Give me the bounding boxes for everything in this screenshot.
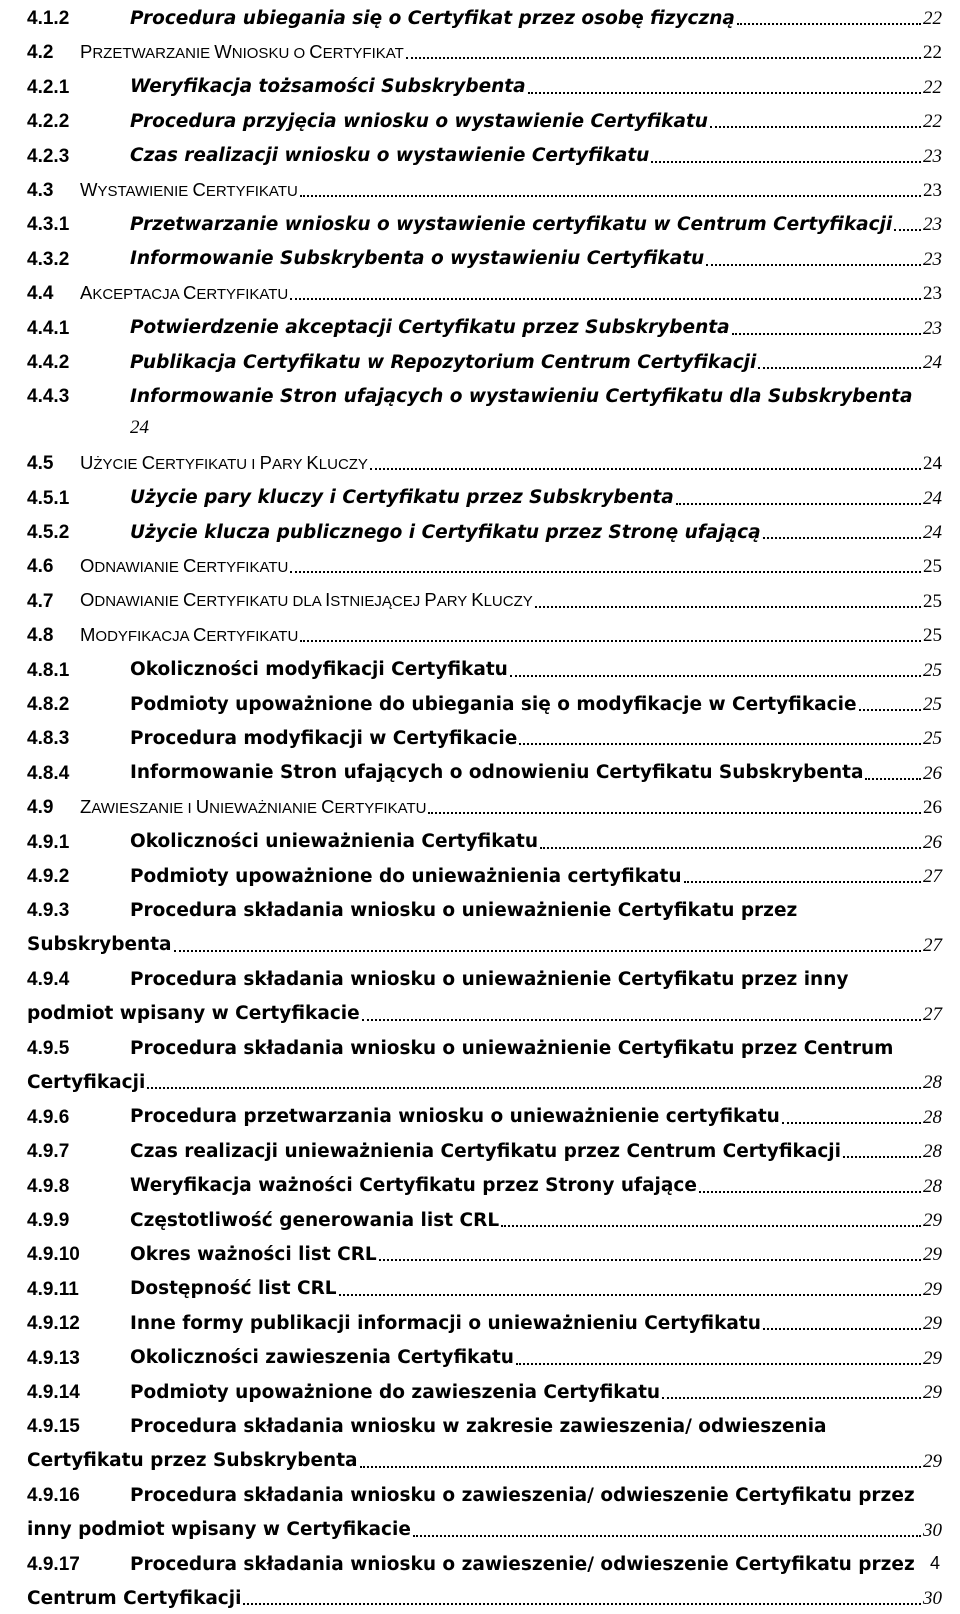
toc-entry-number: 4.4.3 [27,386,70,408]
toc-entry-title: ZAWIESZANIE I UNIEWAŻNIANIE CERTYFIKATU [80,795,427,817]
toc-entry-page: 23 [923,214,942,236]
toc-entry-page: 22 [923,76,942,98]
toc-entry-number: 4.9.9 [27,1210,70,1231]
toc-entry-number: 4.9.10 [27,1244,80,1266]
toc-entry-title: PRZETWARZANIE WNIOSKU O CERTYFIKAT [80,40,404,62]
toc-entry-number: 4.9.15 [27,1416,80,1438]
toc-entry-number: 4.9.4 [27,969,70,991]
toc-entry-title: Użycie klucza publicznego i Certyfikatu przez Stronę ufającą [130,521,761,543]
leader-dots [243,1603,921,1605]
toc-entry-number: 4.8 [27,625,54,647]
toc-entry-title: Okoliczności modyfikacji Certyfikatu [130,659,508,681]
leader-dots [406,57,921,59]
toc-entry-title: AKCEPTACJA CERTYFIKATU [80,281,289,303]
leader-dots [662,1397,921,1399]
toc-entry-title: Dostępność list CRL [130,1278,337,1300]
toc-entry-number: 4.9.11 [27,1278,79,1300]
toc-entry-title: Użycie pary kluczy i Certyfikatu przez Subskrybenta [130,487,674,509]
toc-entry-page: 27 [923,1003,942,1025]
toc-entry-title: Procedura składania wniosku w zakresie zawieszenia/ odwieszenia [130,1415,827,1437]
toc-entry-number: 4.8.4 [27,762,70,784]
leader-dots [732,333,921,335]
leader-dots [147,1087,921,1089]
toc-entry-number: 4.2.1 [27,76,70,98]
leader-dots [859,709,922,711]
toc-entry-title: Weryfikacja tożsamości Subskrybenta [130,76,526,98]
toc-entry-title: Weryfikacja ważności Certyfikatu przez Strony ufające [130,1175,697,1197]
toc-entry-page: 22 [923,111,942,133]
toc-entry-number: 4.8.2 [27,694,70,715]
leader-dots [706,264,921,266]
toc-entry-title-continued: Certyfikatu przez Subskrybenta [27,1450,358,1472]
toc-entry-page: 23 [923,248,942,270]
leader-dots [710,126,921,128]
toc-entry-page: 24 [923,352,942,373]
toc-entry-page: 30 [923,1519,942,1541]
toc-entry-number: 4.2.3 [27,145,70,167]
toc-entry-number: 4.9.8 [27,1175,70,1197]
toc-entry-title: Procedura przetwarzania wniosku o unieważnienie certyfikatu [130,1106,780,1128]
toc-entry-page: 29 [923,1210,942,1231]
toc-entry-title: Podmioty upoważnione do unieważnienia certyfikatu [130,865,682,887]
toc-entry-number: 4.9 [27,797,54,819]
toc-entry-title-continued: Subskrybenta [27,934,172,956]
toc-entry-page: 25 [923,556,942,578]
toc-entry-number: 4.1.2 [27,8,70,29]
toc-entry-title: Procedura przyjęcia wniosku o wystawienie Certyfikatu [130,110,708,132]
leader-dots [528,92,921,94]
toc-entry-number: 4.8.1 [27,659,70,681]
toc-entry-title: Czas realizacji wniosku o wystawienie Certyfikatu [130,145,650,167]
toc-entry-title: Procedura składania wniosku o unieważnienie Certyfikatu przez inny [130,968,849,990]
toc-entry-number: 4.4 [27,283,54,305]
toc-entry-page: 26 [923,762,942,784]
toc-entry-page: 23 [923,180,942,201]
leader-dots [699,1191,921,1193]
toc-entry-title: Procedura modyfikacji w Certyfikacie [130,727,518,749]
toc-entry-title: Częstotliwość generowania list CRL [130,1209,500,1231]
toc-entry-number: 4.9.5 [27,1038,70,1059]
leader-dots [865,778,921,780]
toc-entry-title: Informowanie Stron ufających o odnowieniu Certyfikatu Subskrybenta [130,762,864,784]
toc-entry-page: 29 [923,1450,942,1472]
toc-entry-title: MODYFIKACJA CERTYFIKATU [80,623,299,645]
leader-dots [540,847,921,849]
toc-entry-title-continued: podmiot wpisany w Certyfikacie [27,1003,360,1025]
toc-entry-page: 29 [923,1313,942,1335]
toc-entry-title: Publikacja Certyfikatu w Repozytorium Centrum Certyfikacji [130,351,757,373]
toc-entry-page: 26 [923,797,942,819]
toc-entry-page: 25 [923,728,942,750]
toc-entry-number: 4.9.2 [27,866,70,887]
toc-entry-title: Inne formy publikacji informacji o unieważnieniu Certyfikatu [130,1312,761,1334]
toc-entry-number: 4.9.17 [27,1554,80,1575]
leader-dots [737,23,921,25]
toc-entry-number: 4.3.2 [27,248,70,270]
leader-dots [360,1466,921,1468]
leader-dots [510,675,921,677]
leader-dots [300,640,921,642]
toc-entry-title: Procedura składania wniosku o unieważnienie Certyfikatu przez Centrum [130,1037,894,1059]
leader-dots [370,468,921,470]
toc-entry-page: 29 [923,1278,942,1300]
toc-entry-title: Okoliczności zawieszenia Certyfikatu [130,1347,514,1369]
toc-entry-title: Czas realizacji unieważnienia Certyfikatu przez Centrum Certyfikacji [130,1140,841,1162]
leader-dots [413,1535,921,1537]
toc-entry-number: 4.2 [27,42,54,64]
toc-entry-page: 28 [923,1106,942,1128]
leader-dots [651,161,921,163]
toc-entry-number: 4.9.7 [27,1141,70,1163]
toc-entry-page: 25 [923,625,942,647]
toc-entry-title: Informowanie Stron ufających o wystawieniu Certyfikatu dla Subskrybenta [130,385,913,407]
toc-entry-title: Procedura ubiegania się o Certyfikat przez osobę fizyczną [130,7,735,29]
toc-entry-page: 25 [923,590,942,612]
toc-entry-page: 23 [923,283,942,305]
toc-entry-page: 29 [923,1244,942,1266]
leader-dots [758,367,921,369]
toc-entry-number: 4.5 [27,453,54,475]
toc-entry-title: ODNAWIANIE CERTYFIKATU [80,554,289,576]
toc-entry-title: Podmioty upoważnione do zawieszenia Certyfikatu [130,1381,661,1403]
leader-dots [676,503,921,505]
leader-dots [428,812,921,814]
leader-dots [763,537,921,539]
leader-dots [894,229,921,231]
toc-entry-number: 4.6 [27,556,54,578]
toc-entry-title: Procedura składania wniosku o zawieszenie/ odwieszenie Certyfikatu przez [130,1553,915,1575]
page-number: 4 [929,1553,940,1573]
toc-entry-number: 4.9.12 [27,1313,80,1335]
leader-dots [339,1294,921,1296]
toc-entry-title: Procedura składania wniosku o unieważnienie Certyfikatu przez [130,899,798,921]
toc-entry-page: 27 [923,866,942,887]
toc-entry-page: 28 [923,1175,942,1197]
toc-entry-page: 24 [923,487,942,509]
toc-entry-page: 28 [923,1141,942,1163]
toc-entry-number: 4.8.3 [27,728,70,750]
leader-dots [535,606,921,608]
toc-entry-page: 24 [130,416,149,438]
toc-entry-number: 4.9.16 [27,1485,80,1507]
toc-entry-page: 29 [923,1347,942,1369]
leader-dots [763,1328,921,1330]
toc-entry-page: 24 [923,522,942,543]
toc-entry-page: 25 [923,659,942,681]
toc-entry-title: Okoliczności unieważnienia Certyfikatu [130,831,539,853]
toc-entry-number: 4.9.6 [27,1106,70,1128]
toc-entry-page: 23 [923,317,942,339]
toc-entry-title: Przetwarzanie wniosku o wystawienie certyfikatu w Centrum Certyfikacji [130,213,893,235]
leader-dots [300,195,921,197]
leader-dots [501,1225,921,1227]
leader-dots [519,743,921,745]
toc-entry-number: 4.4.1 [27,317,70,339]
toc-entry-page: 24 [923,453,942,475]
toc-entry-page: 29 [923,1382,942,1403]
toc-entry-title: ODNAWIANIE CERTYFIKATU DLA ISTNIEJĄCEJ PARY KLUCZY [80,589,533,611]
toc-entry-page: 30 [923,1588,942,1610]
toc-entry-page: 22 [923,8,942,29]
toc-entry-title: Podmioty upoważnione do ubiegania się o modyfikacje w Certyfikacie [130,693,857,715]
leader-dots [362,1019,921,1021]
toc-entry-number: 4.5.2 [27,522,70,543]
leader-dots [782,1122,921,1124]
toc-entry-title: Potwierdzenie akceptacji Certyfikatu przez Subskrybenta [130,317,730,339]
toc-entry-title: Okres ważności list CRL [130,1243,377,1265]
leader-dots [684,881,921,883]
toc-entry-number: 4.2.2 [27,111,70,133]
toc-entry-title-continued: inny podmiot wpisany w Certyfikacie [27,1519,411,1541]
toc-entry-title-continued: Centrum Certyfikacji [27,1587,242,1609]
toc-entry-number: 4.9.3 [27,900,70,922]
leader-dots [174,950,921,952]
leader-dots [290,298,921,300]
toc-entry-title: Procedura składania wniosku o zawieszenia/ odwieszenie Certyfikatu przez [130,1484,915,1506]
toc-entry-title: UŻYCIE CERTYFIKATU I PARY KLUCZY [80,451,368,473]
leader-dots [290,571,921,573]
leader-dots [843,1156,921,1158]
toc-entry-title: Informowanie Subskrybenta o wystawieniu Certyfikatu [130,248,705,270]
toc-entry-number: 4.9.13 [27,1347,80,1369]
toc-entry-page: 22 [923,42,942,64]
toc-entry-title: WYSTAWIENIE CERTYFIKATU [80,178,298,200]
toc-entry-number: 4.9.14 [27,1382,80,1403]
toc-entry-page: 28 [923,1072,942,1094]
toc-entry-number: 4.3.1 [27,214,70,236]
toc-entry-page: 25 [923,694,942,715]
toc-entry-number: 4.7 [27,590,54,612]
toc-entry-title-continued: Certyfikacji [27,1071,146,1093]
toc-entry-number: 4.5.1 [27,487,70,509]
toc-entry-number: 4.3 [27,180,54,201]
toc-entry-number: 4.9.1 [27,831,70,853]
leader-dots [379,1259,921,1261]
toc-entry-number: 4.4.2 [27,352,70,373]
toc-entry-page: 27 [923,934,942,956]
toc-entry-page: 23 [923,145,942,167]
leader-dots [516,1363,921,1365]
toc-entry-page: 26 [923,831,942,853]
